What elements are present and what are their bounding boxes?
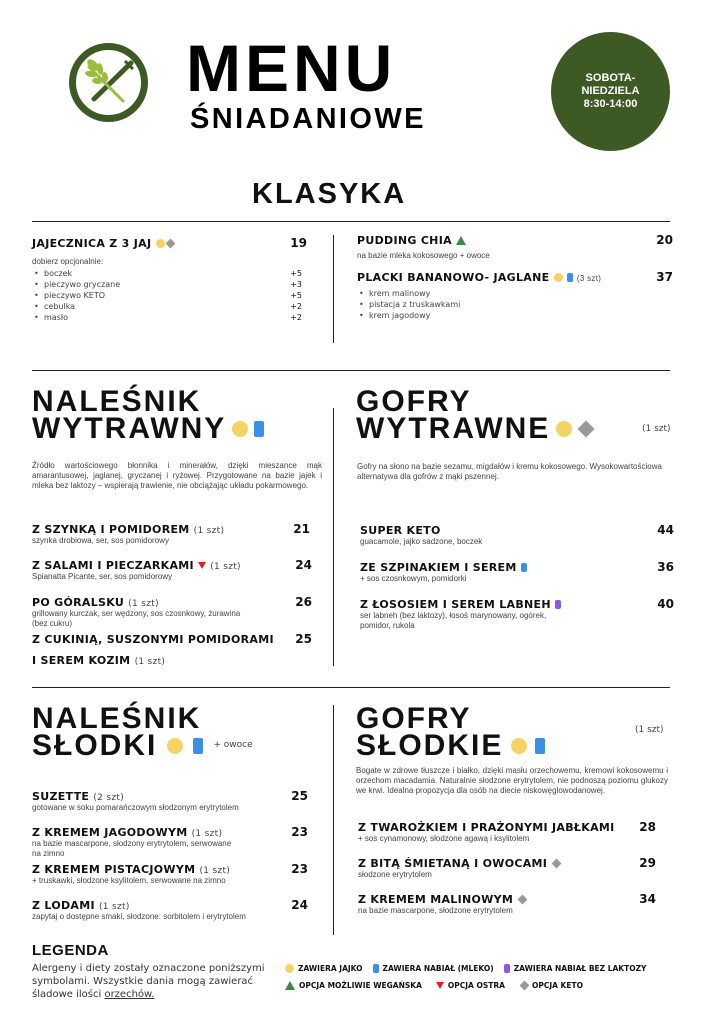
- lactose-free-icon: [504, 964, 510, 973]
- egg-icon: [285, 964, 294, 973]
- item-note: dobierz opcjonalnie:: [32, 257, 104, 266]
- divider: [32, 370, 670, 371]
- option: • pistacja z truskawkami: [357, 299, 673, 310]
- keto-icon: [578, 420, 595, 437]
- keto-icon: [518, 895, 528, 905]
- dairy-icon: [521, 563, 527, 572]
- menu-item: Z SZYNKĄ I POMIDOREM (1 szt) 21 szynka drobiowa, ser, sos pomidorowy: [32, 522, 310, 545]
- menu-item-pudding: [357, 233, 673, 261]
- item-name: PUDDING CHIA: [357, 233, 452, 247]
- egg-icon: [554, 273, 563, 282]
- divider: [333, 235, 334, 343]
- klasyka-title: KLASYKA: [252, 178, 407, 210]
- menu-item-placki: [357, 270, 673, 321]
- menu-item: SUZETTE (2 szt) 25 gotowane w soku pomarańczowym słodzonym erytrytolem: [32, 789, 308, 812]
- option: • boczek +5: [32, 268, 307, 279]
- spicy-icon: [436, 982, 444, 989]
- legend-spicy: OPCJA OSTRA: [436, 981, 505, 990]
- menu-item: Z KREMEM JAGODOWYM (1 szt) 23 na bazie mascarpone, słodzony erytrytolem, serwowane na zimno: [32, 825, 308, 858]
- section-desc: Bogate w zdrowe tłuszcze i białko, dzięki masłu orzechowemu, kremowi kokosowemu i orzechom macadamia. Naturalnie słodzone erytrytolem, nie podnoszą poziomu glukozy we krwi. Idealna propozycja dla osób na diecie niskowęglowodanowej.: [356, 766, 668, 795]
- menu-item: SUPER KETO 44 guacamole, jajko sadzone, boczek: [360, 523, 674, 546]
- dairy-icon: [535, 738, 545, 754]
- egg-icon: [556, 421, 572, 437]
- option: • pieczywo gryczane +3: [32, 279, 307, 290]
- option: • pieczywo KETO +5: [32, 290, 307, 301]
- legend-lactose-free: ZAWIERA NABIAŁ BEZ LAKTOZY: [504, 964, 647, 973]
- legend-keto: OPCJA KETO: [519, 981, 583, 990]
- vegan-icon: [456, 236, 466, 245]
- logo: [67, 41, 150, 124]
- menu-item: ZE SZPINAKIEM I SEREM 36 + sos czosnkowym, pomidorki: [360, 560, 674, 583]
- item-desc: na bazie mleka kokosowego + owoce: [357, 251, 490, 260]
- option: • cebulka +2: [32, 301, 307, 312]
- gofry-slodkie-title: GOFRY SŁODKIE: [356, 705, 656, 759]
- option: • masło +2: [32, 312, 307, 323]
- egg-icon: [511, 738, 527, 754]
- menu-item: Z CUKINIĄ, SUSZONYMI POMIDORAMI 25 I SEREM KOZIM (1 szt): [32, 632, 312, 667]
- legend-vegan: OPCJA MOŻLIWIE WEGAŃSKA: [285, 981, 422, 990]
- divider: [32, 221, 670, 222]
- menu-item: Z LODAMI (1 szt) 24 zapytaj o dostępne smaki, słodzone: sorbitolem i erytrytolem: [32, 898, 308, 921]
- egg-icon: [167, 738, 183, 754]
- dairy-icon: [193, 738, 203, 754]
- item-qty: (3 szt): [576, 273, 602, 283]
- option: • krem jagodowy: [357, 310, 673, 321]
- nalesnik-wytrawny-title: NALEŚNIK WYTRAWNY: [32, 388, 332, 442]
- legend-title: LEGENDA: [32, 942, 109, 959]
- item-name: PLACKI BANANOWO- JAGLANE: [357, 270, 550, 284]
- opening-hours-badge: [551, 32, 670, 151]
- badge-days-2: NIEDZIELA: [581, 85, 640, 97]
- divider: [32, 687, 670, 688]
- section-desc: Źródło wartościowego błonnika i minerałów, dzięki mieszance mąk amarantusowej, jaglanej, gryczanej i ryżowej. Przygotowane na bazie jajek i mleka bez laktozy – wspierają trawienie, nie obciążając układu pokarmowego.: [32, 461, 322, 490]
- egg-icon: [156, 239, 165, 248]
- item-price: 19: [290, 236, 307, 250]
- divider: [333, 408, 334, 666]
- item-name: JAJECZNICA Z 3 JAJ: [32, 236, 152, 250]
- section-qty: (1 szt): [635, 725, 664, 735]
- lactose-free-icon: [555, 600, 561, 609]
- keto-icon: [165, 239, 175, 249]
- keto-icon: [520, 981, 530, 991]
- badge-hours: 8:30-14:00: [583, 98, 638, 110]
- dairy-icon: [254, 421, 264, 437]
- legend-dairy: ZAWIERA NABIAŁ (MLEKO): [373, 964, 494, 973]
- fork-wheat-icon: [67, 41, 150, 124]
- legend-text: Alergeny i diety zostały oznaczone poniższymi symbolami. Wszystkie dania mogą zawierać śladowe ilości orzechów.: [32, 963, 265, 1000]
- menu-title: MENU: [186, 31, 397, 105]
- badge-days-1: SOBOTA-: [585, 72, 636, 84]
- egg-icon: [232, 421, 248, 437]
- keto-icon: [552, 859, 562, 869]
- section-desc: Gofry na słono na bazie sezamu, migdałów i kremu kokosowego. Wysokowartościowa alternatywa dla gofrów z mąki pszennej.: [357, 462, 662, 481]
- menu-item: Z BITĄ ŚMIETANĄ I OWOCAMI 29 słodzone erytrytolem: [358, 856, 656, 879]
- menu-item: Z ŁOSOSIEM I SEREM LABNEH 40 ser labneh (bez laktozy), łosoś marynowany, ogórek, pomidor, rukola: [360, 597, 674, 630]
- nuts-link[interactable]: orzechów.: [104, 989, 155, 1000]
- option: • krem malinowy: [357, 288, 673, 299]
- menu-item-jajecznica: [32, 236, 307, 323]
- divider: [333, 705, 334, 935]
- legend-egg: ZAWIERA JAJKO: [285, 964, 363, 973]
- dairy-icon: [373, 964, 379, 973]
- menu-item: Z SALAMI I PIECZARKAMI (1 szt) 24 Spianatta Picante, ser, sos pomidorowy: [32, 558, 312, 581]
- menu-subtitle: ŚNIADANIOWE: [190, 103, 426, 135]
- menu-item: Z KREMEM MALINOWYM 34 na bazie mascarpone, słodzone erytrytolem: [358, 892, 656, 915]
- legend-symbols: [285, 964, 685, 990]
- menu-item: Z TWAROŻKIEM I PRAŻONYMI JABŁKAMI 28 + sos cynamonowy, słodzone agawą i ksylitolem: [358, 820, 656, 843]
- nalesnik-slodki-title: NALEŚNIK SŁODKI + owoce: [32, 702, 253, 762]
- dairy-icon: [567, 273, 573, 282]
- menu-item: PO GÓRALSKU (1 szt) 26 grillowany kurczak, ser wędzony, sos czosnkowy, żurawina (bez cukru): [32, 595, 312, 628]
- vegan-icon: [285, 981, 295, 990]
- spicy-icon: [198, 562, 206, 569]
- item-price: 37: [656, 270, 673, 284]
- gofry-wytrawne-title: GOFRY WYTRAWNE: [356, 388, 676, 442]
- item-price: 20: [656, 233, 673, 247]
- section-qty: (1 szt): [642, 424, 671, 434]
- menu-item: Z KREMEM PISTACJOWYM (1 szt) 23 + truskawki, słodzone ksylitolem, serwowane na zimno: [32, 862, 308, 885]
